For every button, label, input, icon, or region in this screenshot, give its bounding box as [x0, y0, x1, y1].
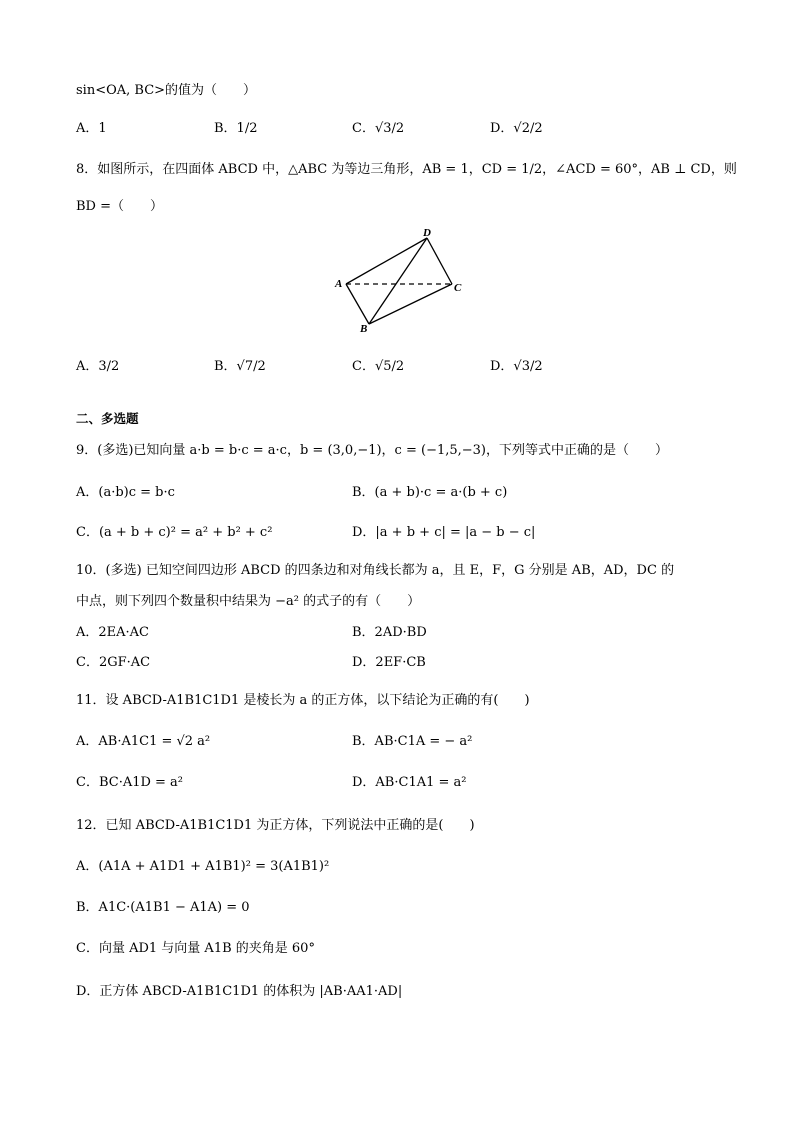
edge-bc: [369, 284, 452, 324]
q8-option-b: B．√7/2: [214, 359, 266, 374]
label-b: B: [360, 323, 368, 335]
q11-option-d: D．AB·C1A1 = a²: [352, 775, 467, 790]
q12-option-d: D．正方体 ABCD-A1B1C1D1 的体积为 |AB·AA1·AD|: [76, 984, 403, 999]
q9-option-a: A．(a·b)c = b·c: [76, 485, 175, 500]
q7-option-a: A．1: [76, 121, 107, 136]
label-d: D: [423, 227, 431, 239]
label-a: A: [335, 278, 343, 290]
q8-option-c: C．√5/2: [352, 359, 405, 374]
q12-option-b: B．A1C·(A1B1 − A1A) = 0: [76, 900, 250, 915]
q8-stem-line1: 8．如图所示，在四面体 ABCD 中，△ABC 为等边三角形，AB = 1，CD = 1/2，∠ACD = 60°，AB ⊥ CD，则: [76, 162, 737, 177]
q9-option-c: C．(a + b + c)² = a² + b² + c²: [76, 525, 273, 540]
q11-option-c: C．BC·A1D = a²: [76, 775, 184, 790]
q11-option-a: A．AB·A1C1 = √2 a²: [76, 734, 211, 749]
q12-stem: 12．已知 ABCD-A1B1C1D1 为正方体，下列说法中正确的是( ): [76, 818, 475, 833]
q10-option-d: D．2EF·CB: [352, 655, 426, 670]
section-multiple-choice-heading: 二、多选题: [76, 411, 139, 426]
q8-stem-line2: BD =（ ）: [76, 199, 164, 214]
q7-stem-tail: sin<OA, BC>的值为（ ）: [76, 83, 257, 98]
edge-bd: [369, 238, 427, 324]
q9-option-d: D．|a + b + c| = |a − b − c|: [352, 525, 536, 540]
q11-stem: 11．设 ABCD-A1B1C1D1 是棱长为 a 的正方体，以下结论为正确的有( ): [76, 693, 530, 708]
q7-option-d: D．√2/2: [490, 121, 543, 136]
q10-option-c: C．2GF·AC: [76, 655, 151, 670]
q7-option-b: B．1/2: [214, 121, 258, 136]
q10-stem-line2: 中点，则下列四个数量积中结果为 −a² 的式子的有（ ）: [76, 594, 421, 609]
q12-option-c: C．向量 AD1 与向量 A1B 的夹角是 60°: [76, 941, 315, 956]
tetrahedron-figure: [330, 224, 470, 336]
q9-stem: 9．(多选)已知向量 a·b = b·c = a·c，b = (3,0,−1)，c = (−1,5,−3)，下列等式中正确的是（ ）: [76, 443, 669, 458]
q10-option-b: B．2AD·BD: [352, 625, 427, 640]
q10-stem-line1: 10．(多选) 已知空间四边形 ABCD 的四条边和对角线长都为 a，且 E，F，G 分别是 AB，AD，DC 的: [76, 563, 675, 578]
q12-option-a: A．(A1A + A1D1 + A1B1)² = 3(A1B1)²: [76, 859, 330, 874]
q8-option-a: A．3/2: [76, 359, 120, 374]
q7-option-c: C．√3/2: [352, 121, 405, 136]
q10-option-a: A．2EA·AC: [76, 625, 150, 640]
edge-ab: [346, 284, 369, 324]
q11-option-b: B．AB·C1A = − a²: [352, 734, 473, 749]
edge-ad: [346, 238, 427, 284]
q9-option-b: B．(a + b)·c = a·(b + c): [352, 485, 508, 500]
edge-cd: [427, 238, 452, 284]
q8-option-d: D．√3/2: [490, 359, 543, 374]
label-c: C: [454, 282, 462, 294]
